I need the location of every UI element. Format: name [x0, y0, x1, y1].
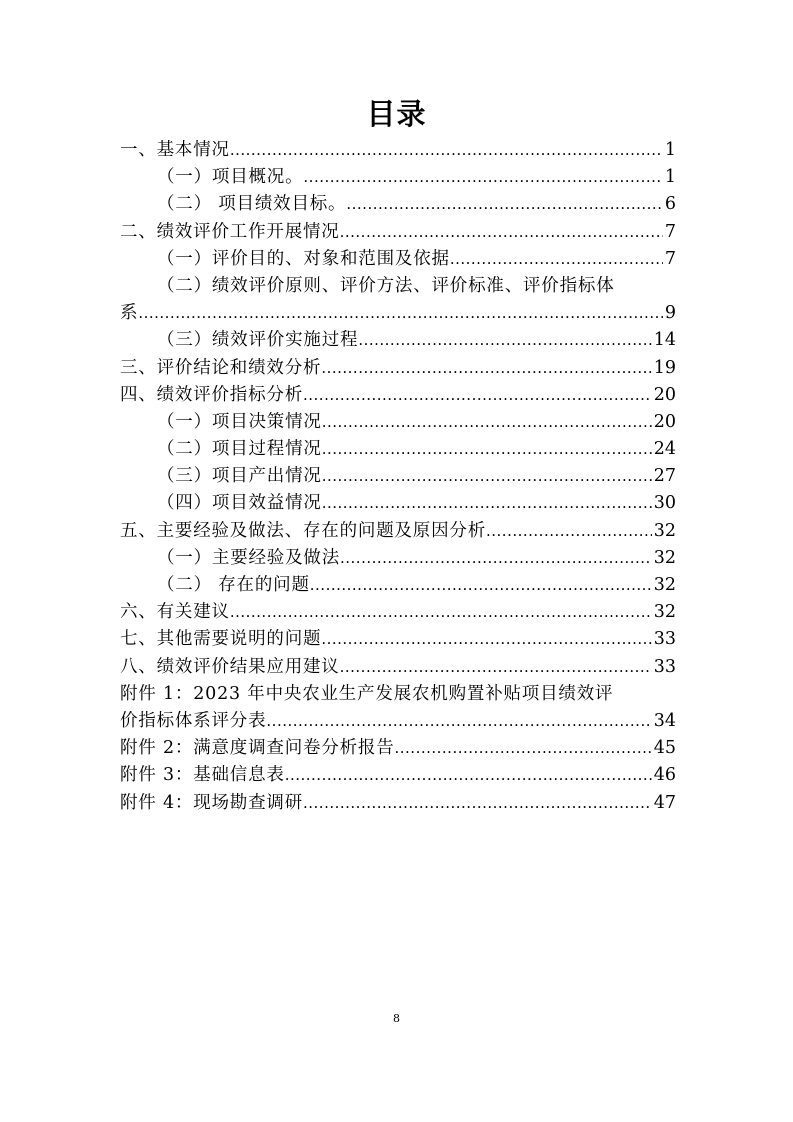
toc-entry-line	[120, 355, 676, 382]
toc-entry-page: 46	[653, 765, 676, 786]
toc-leader-dots	[322, 463, 652, 490]
toc-entry[interactable]	[120, 545, 676, 572]
toc-leader-dots	[358, 327, 651, 354]
toc-entry-page: 47	[653, 792, 676, 813]
toc-entry[interactable]	[120, 572, 676, 599]
toc-entry-page: 1	[664, 140, 676, 160]
toc-entry-text: 三、评价结论和绩效分析	[120, 357, 322, 378]
toc-entry[interactable]	[120, 164, 676, 191]
toc-leader-dots	[340, 654, 652, 681]
toc-entry-text: （四）项目效益情况	[157, 493, 322, 514]
toc-entry-line	[120, 327, 676, 354]
toc-entry-text: 附件 3：基础信息表	[120, 765, 285, 786]
toc-leader-dots	[303, 790, 652, 817]
toc-entry-line	[120, 654, 676, 681]
toc-entry[interactable]	[120, 191, 676, 218]
toc-entry[interactable]	[120, 599, 676, 626]
toc-list	[120, 137, 676, 817]
toc-entry-text: 附件 4：现场勘查调研	[120, 792, 303, 813]
toc-entry[interactable]	[120, 490, 676, 517]
toc-entry-text: （一）项目概况。	[157, 167, 304, 188]
toc-entry-line	[120, 762, 676, 789]
toc-entry[interactable]	[120, 518, 676, 545]
toc-entry-line	[120, 790, 676, 817]
toc-entry-line	[120, 191, 676, 218]
toc-entry-page: 19	[653, 357, 676, 378]
toc-leader-dots	[303, 164, 662, 191]
toc-entry-text: 六、有关建议	[120, 602, 230, 623]
toc-entry-line	[120, 137, 676, 164]
toc-entry-line	[120, 545, 676, 572]
toc-entry-line	[120, 436, 676, 463]
toc-entry[interactable]	[120, 246, 676, 273]
toc-entry[interactable]	[120, 626, 676, 653]
toc-entry-text: （二）项目过程情况	[157, 439, 322, 460]
toc-entry-page: 7	[664, 221, 676, 242]
toc-entry-text: （一）主要经验及做法	[157, 547, 340, 568]
toc-entry-line	[120, 626, 676, 653]
toc-entry-page: 24	[653, 439, 676, 460]
toc-entry-text: （三）绩效评价实施过程	[157, 330, 359, 351]
toc-entry[interactable]	[120, 790, 676, 817]
toc-leader-dots	[450, 246, 663, 273]
toc-entry-line	[120, 518, 676, 545]
toc-entry-page: 33	[653, 656, 676, 677]
toc-entry-page: 20	[653, 384, 676, 405]
toc-leader-dots	[303, 382, 652, 409]
toc-leader-dots	[340, 545, 652, 572]
toc-entry[interactable]	[120, 463, 676, 490]
toc-entry-line	[120, 572, 676, 599]
toc-leader-dots	[395, 735, 652, 762]
toc-entry-line	[120, 382, 676, 409]
toc-entry-line	[120, 463, 676, 490]
toc-entry-text: 系	[120, 303, 139, 324]
toc-leader-dots	[322, 409, 652, 436]
toc-entry[interactable]	[120, 762, 676, 789]
toc-entry[interactable]	[120, 327, 676, 354]
toc-entry-page: 32	[653, 547, 676, 568]
toc-entry-page: 45	[653, 738, 676, 759]
toc-entry-text: （三）项目产出情况	[157, 466, 322, 487]
toc-leader-dots	[230, 137, 663, 164]
toc-entry[interactable]	[120, 273, 676, 327]
toc-entry-line	[120, 273, 676, 300]
toc-entry-page: 27	[653, 466, 676, 487]
toc-entry-line	[120, 735, 676, 762]
toc-leader-dots	[346, 191, 662, 218]
toc-entry-page: 32	[653, 520, 676, 541]
toc-entry-page: 34	[653, 710, 676, 731]
toc-entry-line	[120, 300, 676, 327]
toc-entry-page: 32	[653, 575, 676, 595]
toc-entry-text: 二、绩效评价工作开展情况	[120, 221, 340, 242]
toc-entry[interactable]	[120, 409, 676, 436]
toc-leader-dots	[266, 708, 651, 735]
toc-leader-dots	[310, 572, 652, 599]
toc-leader-dots	[322, 436, 652, 463]
toc-leader-dots	[322, 490, 652, 517]
toc-entry-text: 附件 1：2023 年中央农业生产发展农机购置补贴项目绩效评	[120, 683, 614, 704]
toc-entry-line	[120, 219, 676, 246]
toc-entry[interactable]	[120, 681, 676, 735]
toc-leader-dots	[321, 355, 651, 382]
toc-entry-text: 附件 2：满意度调查问卷分析报告	[120, 738, 395, 759]
toc-entry-page: 32	[653, 602, 676, 623]
toc-entry-line	[120, 409, 676, 436]
toc-entry[interactable]	[120, 735, 676, 762]
toc-leader-dots	[285, 762, 652, 789]
page-number: 8	[393, 1012, 400, 1025]
toc-entry-page: 14	[653, 330, 676, 351]
toc-leader-dots	[340, 219, 663, 246]
toc-entry-line	[120, 599, 676, 626]
toc-title: 目录	[366, 97, 427, 131]
toc-entry[interactable]	[120, 382, 676, 409]
toc-entry-text: 七、其他需要说明的问题	[120, 629, 322, 650]
toc-entry[interactable]	[120, 219, 676, 246]
toc-entry-line	[120, 246, 676, 273]
toc-entry-text: （二） 项目绩效目标。	[157, 194, 347, 215]
toc-entry-text: 一、基本情况	[120, 140, 230, 160]
toc-entry[interactable]	[120, 436, 676, 463]
toc-entry-page: 33	[653, 629, 676, 650]
toc-entry-page: 9	[664, 303, 676, 324]
toc-entry-line	[120, 681, 676, 708]
toc-entry-text: 价指标体系评分表	[120, 710, 267, 731]
toc-entry-page: 30	[653, 493, 676, 514]
toc-entry-text: （二）绩效评价原则、评价方法、评价标准、评价指标体	[157, 275, 615, 296]
toc-entry-line	[120, 490, 676, 517]
toc-entry-line	[120, 164, 676, 191]
toc-entry-line	[120, 708, 676, 735]
toc-leader-dots	[321, 626, 651, 653]
toc-entry-text: （一）项目决策情况	[157, 411, 322, 432]
toc-leader-dots	[486, 518, 652, 545]
toc-entry[interactable]	[120, 137, 676, 164]
toc-entry-text: 五、主要经验及做法、存在的问题及原因分析	[120, 520, 486, 541]
toc-entry-text: （一）评价目的、对象和范围及依据	[157, 248, 450, 269]
toc-leader-dots	[138, 300, 663, 327]
toc-entry-page: 1	[664, 167, 676, 188]
toc-entry-page: 7	[664, 248, 676, 269]
toc-entry-page: 20	[653, 411, 676, 432]
toc-entry-text: 四、绩效评价指标分析	[120, 384, 303, 405]
toc-entry[interactable]	[120, 355, 676, 382]
toc-entry-text: 八、绩效评价结果应用建议	[120, 656, 340, 677]
toc-entry-page: 6	[664, 194, 676, 215]
toc-entry[interactable]	[120, 654, 676, 681]
toc-entry-text: （二） 存在的问题	[157, 575, 310, 595]
toc-leader-dots	[230, 599, 652, 626]
